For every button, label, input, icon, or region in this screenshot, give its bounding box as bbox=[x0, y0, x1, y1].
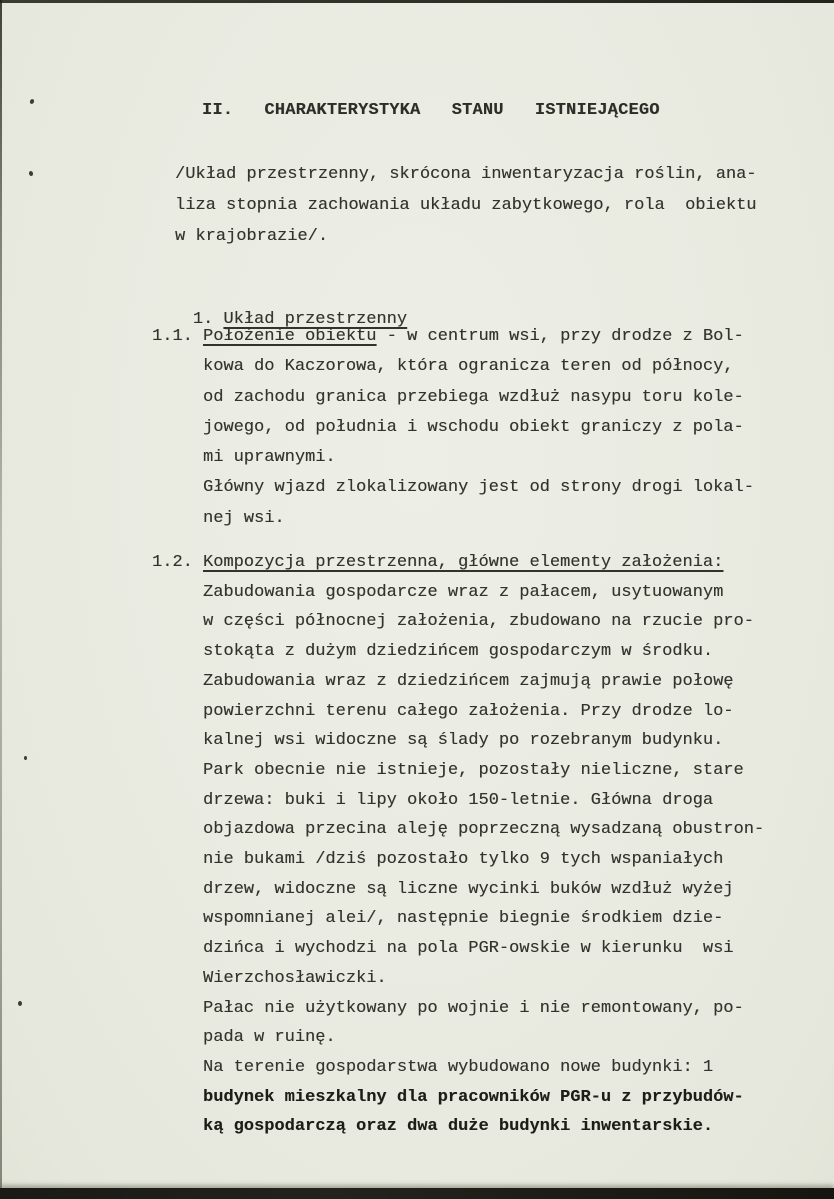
body-line: kalnej wsi widoczne są ślady po rozebranym budynku. bbox=[203, 731, 724, 751]
body-line: Główny wjazd zlokalizowany jest od strony drogi lokal- bbox=[203, 478, 754, 498]
body-line: od zachodu granica przebiega wzdłuż nasypu toru kole- bbox=[203, 387, 744, 407]
body-line: drzewa: buki i lipy około 150-letnie. Główna droga bbox=[203, 790, 714, 810]
intro-line-1: /Układ przestrzenny, skrócona inwentaryzacja roślin, ana- bbox=[175, 165, 757, 184]
body-line: Na terenie gospodarstwa wybudowano nowe budynki: 1 bbox=[203, 1057, 714, 1077]
intro-line-2: liza stopnia zachowania układu zabytkowego, rola obiektu bbox=[175, 196, 757, 215]
body-line: Zabudowania wraz z dziedzińcem zajmują prawie połowę bbox=[203, 671, 734, 691]
section-1-2-heading-line bbox=[203, 548, 764, 578]
body-line: w części północnej założenia, zbudowano na rzucie pro- bbox=[203, 612, 754, 632]
scan-edge-left bbox=[0, 0, 2, 1199]
section-1-2-heading: Kompozycja przestrzenna, główne elementy założenia: bbox=[203, 553, 724, 572]
section-1-2-number: 1.2. bbox=[152, 553, 193, 572]
section-1-2 bbox=[152, 548, 764, 1142]
body-line: jowego, od południa i wschodu obiekt graniczy z pola- bbox=[203, 417, 744, 437]
body-line: powierzchni terenu całego założenia. Przy drodze lo- bbox=[203, 701, 734, 721]
ink-speck bbox=[18, 1001, 22, 1006]
body-line: nie bukami /dziś pozostało tylko 9 tych wspaniałych bbox=[203, 850, 724, 870]
section-1-1 bbox=[152, 322, 754, 534]
body-line: pada w ruinę. bbox=[203, 1028, 336, 1048]
body-line: Zabudowania gospodarcze wraz z pałacem, usytuowanym bbox=[203, 582, 724, 602]
body-line: dzińca i wychodzi na pola PGR-owskie w kierunku wsi bbox=[203, 939, 734, 959]
section-1-number: 1. bbox=[192, 310, 214, 329]
body-line-bold: ką gospodarczą oraz dwa duże budynki inwentarskie. bbox=[203, 1117, 714, 1137]
ink-speck bbox=[24, 756, 27, 760]
ink-speck bbox=[28, 171, 33, 177]
intro-line-3: w krajobrazie/. bbox=[175, 227, 329, 246]
body-line: mi uprawnymi. bbox=[203, 448, 336, 468]
body-line: Wierzchosławiczki. bbox=[203, 968, 387, 988]
scan-edge-bottom bbox=[0, 1188, 834, 1199]
body-line: objazdowa przecina aleję poprzeczną wysadzaną obustron- bbox=[203, 820, 765, 840]
intro-paragraph bbox=[175, 159, 757, 252]
section-1-1-lead-line bbox=[203, 322, 754, 352]
body-line: stokąta z dużym dziedzińcem gospodarczym w środku. bbox=[203, 642, 714, 662]
body-line: kowa do Kaczorowa, która ogranicza teren od północy, bbox=[203, 357, 734, 377]
ink-speck bbox=[29, 98, 35, 104]
body-line: nej wsi. bbox=[203, 508, 285, 528]
document-title: II. CHARAKTERYSTYKA STANU ISTNIEJĄCEGO bbox=[202, 101, 660, 120]
section-1-1-number: 1.1. bbox=[152, 327, 193, 346]
body-line-bold: budynek mieszkalny dla pracowników PGR-u z przybudów- bbox=[203, 1087, 744, 1107]
body-line: wspomnianej alei/, następnie biegnie środkiem dzie- bbox=[203, 909, 724, 929]
body-line: Pałac nie użytkowany po wojnie i nie remontowany, po- bbox=[203, 998, 744, 1018]
body-line: Park obecnie nie istnieje, pozostały nieliczne, stare bbox=[203, 760, 744, 780]
scan-edge-top bbox=[0, 0, 834, 3]
section-1-1-lead-rest: - w centrum wsi, przy drodze z Bol- bbox=[376, 327, 744, 346]
section-1-heading: Układ przestrzenny bbox=[223, 310, 408, 329]
section-1-1-heading: Położenie obiektu bbox=[203, 327, 377, 346]
body-line: drzew, widoczne są liczne wycinki buków wzdłuż wyżej bbox=[203, 879, 734, 899]
